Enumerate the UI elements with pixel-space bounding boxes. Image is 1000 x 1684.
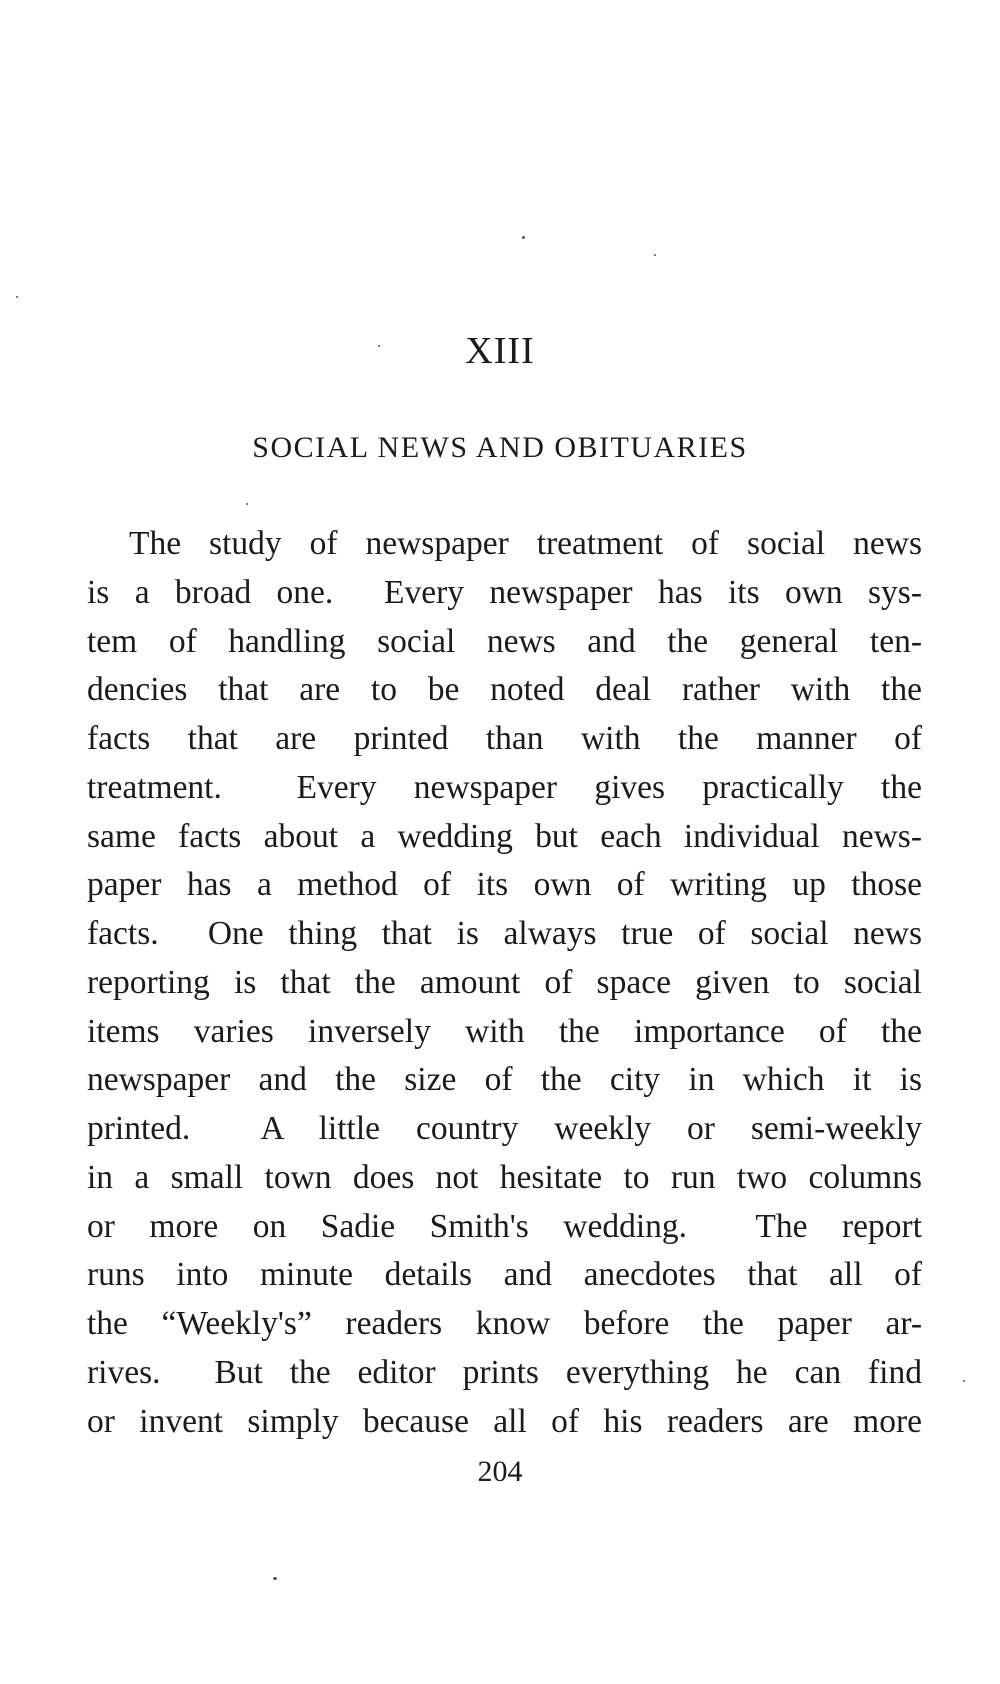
scan-speck [654,254,656,256]
text-line: items varies inversely with the importance of the [87,1012,922,1050]
text-line: or invent simply because all of his readers are more [87,1402,922,1440]
chapter-title: SOCIAL NEWS AND OBITUARIES [252,431,748,464]
text-line: rives. But the editor prints everything he can find [87,1353,922,1391]
scan-speck [273,1577,277,1580]
text-line: in a small town does not hesitate to run two columns [87,1158,922,1196]
text-line: newspaper and the size of the city in which it is [87,1061,922,1099]
text-line: the “Weekly's” readers know before the paper ar- [87,1305,922,1342]
scan-speck [963,1380,965,1382]
text-line: runs into minute details and anecdotes that all of [87,1256,922,1294]
text-line: facts. One thing that is always true of social news [87,915,922,952]
text-line: treatment. Every newspaper gives practically the [87,768,922,806]
text-line: dencies that are to be noted deal rather with the [87,671,922,709]
text-line: The study of newspaper treatment of social news [129,525,922,562]
page-number: 204 [477,1455,523,1488]
scan-speck [16,296,18,298]
scan-speck [246,503,248,505]
text-line: facts that are printed than with the manner of [87,720,922,757]
chapter-number: XIII [465,330,535,372]
body-text [87,520,922,1446]
text-line: same facts about a wedding but each individual news- [87,817,922,855]
text-line: printed. A little country weekly or semi-weekly [87,1110,922,1147]
text-line: reporting is that the amount of space given to social [87,963,922,1001]
text-line: paper has a method of its own of writing up those [87,866,922,904]
text-line: tem of handling social news and the general ten- [87,622,922,660]
scan-speck [522,236,525,239]
text-line: is a broad one. Every newspaper has its own sys- [87,573,922,611]
text-line: or more on Sadie Smith's wedding. The report [87,1207,922,1245]
